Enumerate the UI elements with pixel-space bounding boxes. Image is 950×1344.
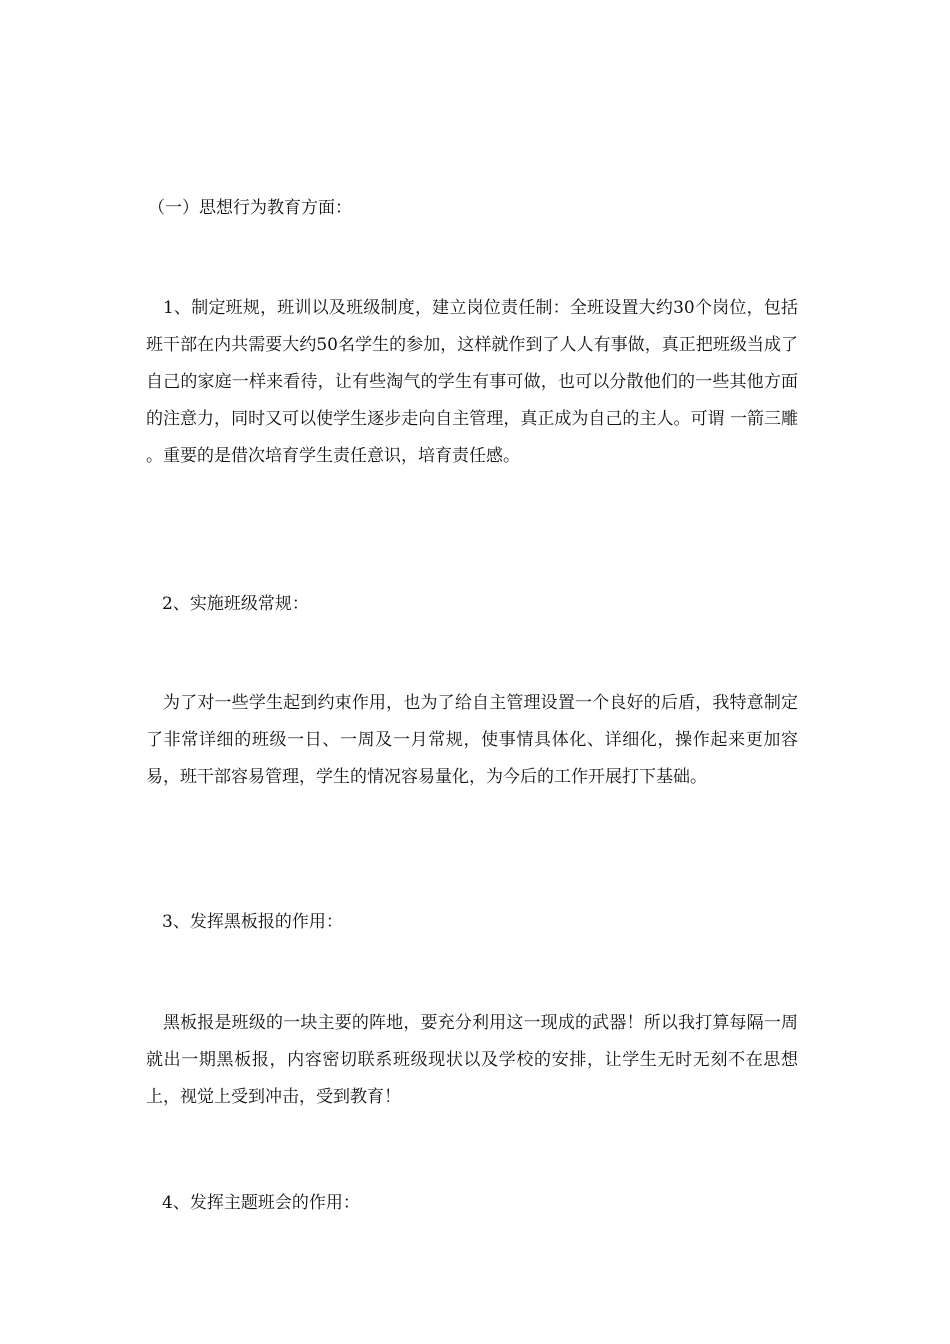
section-title: （一）思想行为教育方面： bbox=[148, 198, 352, 218]
item-1-paragraph: 1、制定班规，班训以及班级制度，建立岗位责任制：全班设置大约30个岗位，包括班干部在内共需要大约50名学生的参加，这样就作到了人人有事做，真正把班级当成了自己的家庭一样来看待，让有些淘气的学生有事可做，也可以分散他们的一些其他方面的注意力，同时又可以使学生逐步走向自主管理，真正成为自己的主人。可谓 一箭三雕 。重要的是借次培育学生责任意识，培育责任感。 bbox=[146, 298, 804, 466]
item-2-paragraph: 为了对一些学生起到约束作用，也为了给自主管理设置一个良好的后盾，我特意制定了非常详细的班级一日、一周及一月常规，使事情具体化、详细化，操作起来更加容易，班干部容易管理，学生的情况容易量化，为今后的工作开展打下基础。 bbox=[146, 693, 798, 787]
item-3-heading: 3、发挥黑板报的作用： bbox=[162, 912, 343, 932]
item-3-paragraph: 黑板报是班级的一块主要的阵地，要充分利用这一现成的武器！所以我打算每隔一周就出一期黑板报，内容密切联系班级现状以及学校的安排，让学生无时无刻不在思想上，视觉上受到冲击，受到教育！ bbox=[146, 1013, 798, 1107]
item-4-heading: 4、发挥主题班会的作用： bbox=[162, 1193, 360, 1213]
item-2-heading: 2、实施班级常规： bbox=[162, 594, 309, 614]
